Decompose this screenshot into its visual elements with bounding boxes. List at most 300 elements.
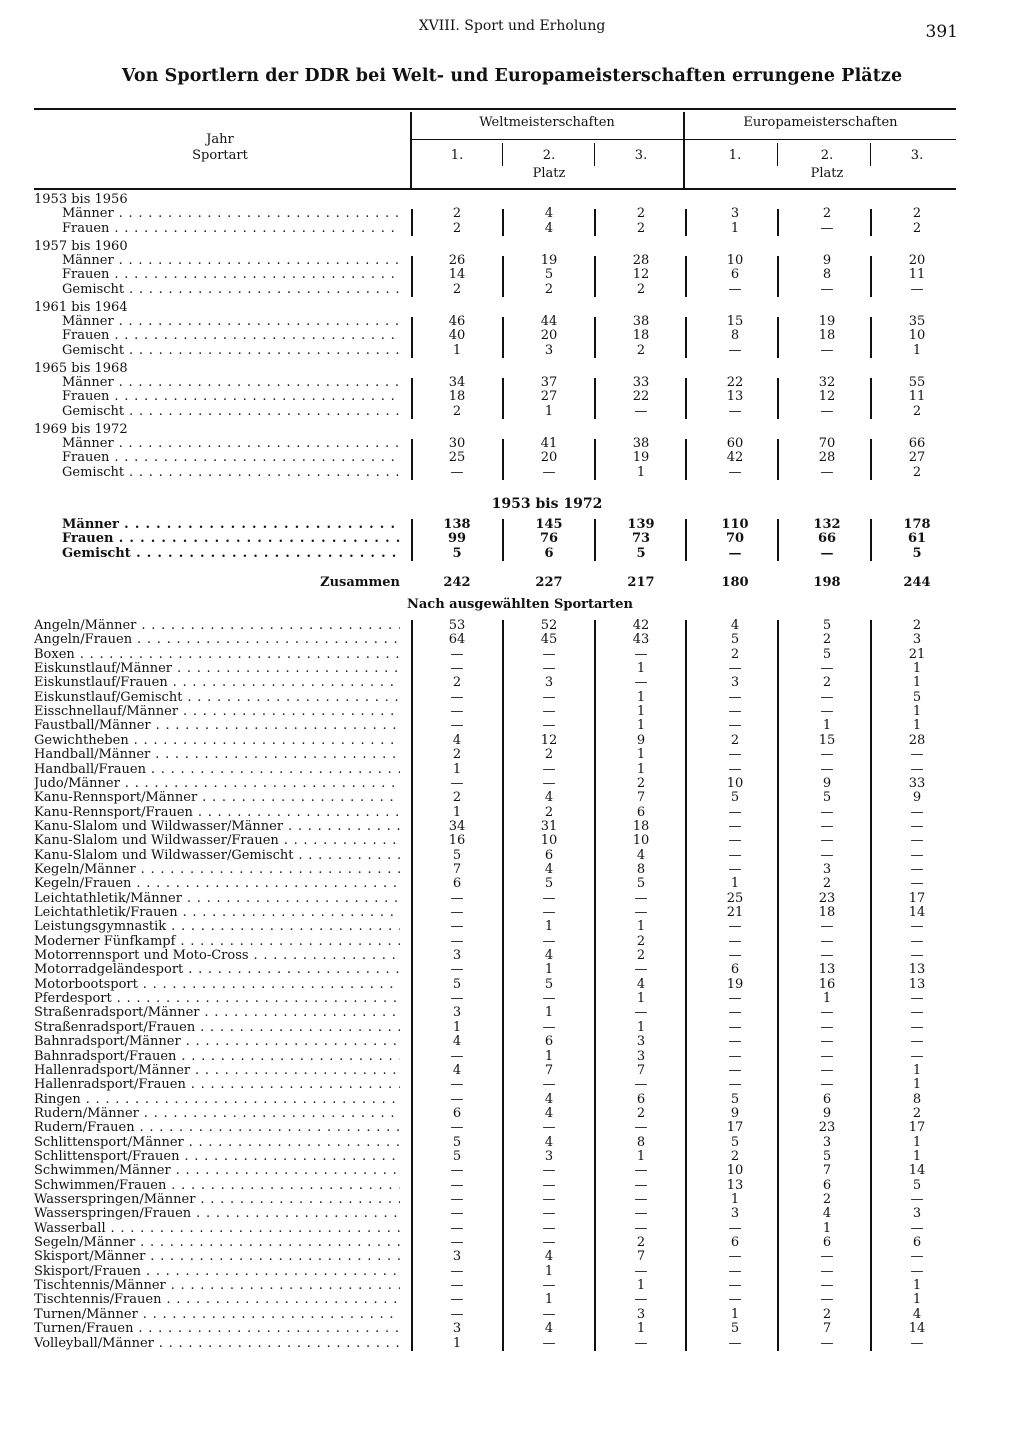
- sport-row-value: 4: [636, 976, 646, 992]
- sport-row-value: —: [728, 1263, 742, 1279]
- totals-heading: 1953 bis 1972: [491, 496, 603, 512]
- column-divider: [411, 519, 413, 561]
- sport-row-value: —: [820, 1278, 834, 1294]
- total-row-value: 139: [627, 517, 655, 532]
- period-row-value: 28: [818, 450, 836, 466]
- row-label: Gemischt . . .: [62, 466, 400, 480]
- sport-row-value: 5: [730, 1134, 740, 1150]
- column-divider: [685, 439, 687, 480]
- row-label: Turnen/Männer . . .: [34, 1308, 400, 1322]
- sport-row-value: 2: [544, 804, 554, 820]
- sport-row-value: 34: [448, 818, 466, 834]
- place-header: 2.: [820, 148, 834, 163]
- row-label: Kanu-Slalom und Wildwasser/Frauen . . .: [34, 834, 400, 848]
- column-divider: [870, 620, 872, 1351]
- sport-row-value: —: [450, 689, 464, 705]
- sport-row-value: —: [820, 1019, 834, 1035]
- period-row-value: 2: [452, 206, 462, 222]
- sport-row-value: 1: [912, 1148, 922, 1164]
- sport-row-value: 1: [544, 1048, 554, 1064]
- place-label-europe: Platz: [810, 166, 844, 181]
- total-row-value: 5: [452, 545, 462, 561]
- row-label: Frauen . . .: [62, 390, 400, 404]
- sport-row-value: —: [542, 1177, 556, 1193]
- sport-row-value: 5: [822, 646, 832, 662]
- period-row-value: 40: [448, 328, 466, 344]
- row-label: Hallenradsport/Frauen . . .: [34, 1078, 400, 1092]
- sport-row-value: 1: [636, 718, 646, 734]
- sport-row-value: 64: [448, 632, 466, 648]
- sport-row-value: 6: [822, 1091, 832, 1107]
- sport-row-value: 1: [912, 1077, 922, 1093]
- sport-row-value: 4: [636, 847, 646, 863]
- row-label: Schlittensport/Männer . . .: [34, 1136, 400, 1150]
- period-row-value: 2: [452, 220, 462, 236]
- sport-row-value: 5: [912, 1177, 922, 1193]
- sport-row-value: 9: [912, 790, 922, 806]
- sport-row-value: 5: [730, 1091, 740, 1107]
- sport-row-value: 2: [544, 747, 554, 763]
- period-row-value: 1: [544, 403, 554, 419]
- total-row-value: 5: [912, 545, 922, 561]
- sport-row-value: —: [450, 775, 464, 791]
- sport-row-value: 6: [636, 804, 646, 820]
- stub-header-sport: Sportart: [192, 148, 248, 163]
- sport-row-value: 4: [452, 732, 462, 748]
- column-divider: [411, 378, 413, 419]
- period-row-value: 2: [636, 281, 646, 297]
- row-label: Tischtennis/Männer . . .: [34, 1279, 400, 1293]
- row-label: Kegeln/Männer . . .: [34, 863, 400, 877]
- column-divider: [685, 256, 687, 297]
- sport-row-value: —: [542, 1235, 556, 1251]
- period-row-value: 27: [908, 450, 926, 466]
- sport-row-value: 16: [818, 976, 836, 992]
- sport-row-value: —: [450, 1235, 464, 1251]
- period-row-value: 20: [908, 253, 926, 268]
- column-divider: [594, 378, 596, 419]
- row-label: Motorrennsport und Moto-Cross . . .: [34, 949, 400, 963]
- period-row-value: —: [542, 464, 556, 480]
- grand-total-row-value: 198: [813, 575, 841, 590]
- sport-row-value: —: [542, 1206, 556, 1222]
- period-row-value: —: [910, 281, 924, 297]
- sport-row-value: 3: [452, 1249, 462, 1265]
- column-divider: [870, 317, 872, 358]
- sport-row-value: —: [910, 818, 924, 834]
- sport-row-value: 1: [636, 1148, 646, 1164]
- column-divider: [685, 378, 687, 419]
- period-row-value: 38: [632, 314, 650, 329]
- sport-row-value: 14: [908, 1163, 926, 1179]
- sport-row-value: —: [820, 1062, 834, 1078]
- sport-row-value: 14: [908, 905, 926, 920]
- column-divider: [777, 317, 779, 358]
- grand-total-row-value: 244: [903, 575, 931, 590]
- period-row-value: —: [820, 342, 834, 358]
- period-label: 1969 bis 1972: [34, 421, 128, 437]
- total-row-value: —: [820, 545, 834, 561]
- sports-heading: Nach ausgewählten Sportarten: [406, 597, 633, 612]
- sport-row-value: 2: [636, 1105, 646, 1121]
- sport-row-value: 1: [912, 704, 922, 720]
- sport-row-value: —: [820, 818, 834, 834]
- sport-row-value: 5: [822, 618, 832, 633]
- sport-row-value: 1: [730, 876, 740, 892]
- row-label: Handball/Männer . . .: [34, 748, 400, 762]
- row-label: Eiskunstlauf/Frauen . . .: [34, 676, 400, 690]
- sport-row-value: 6: [822, 1235, 832, 1251]
- sport-row-value: —: [542, 1077, 556, 1093]
- total-row-value: —: [728, 545, 742, 561]
- sport-row-value: —: [634, 1220, 648, 1236]
- sport-row-value: 9: [730, 1105, 740, 1121]
- period-row-value: 26: [448, 253, 466, 268]
- row-label: Leichtathletik/Frauen . . .: [34, 906, 400, 920]
- sport-row-value: 5: [822, 790, 832, 806]
- sport-row-value: 18: [818, 905, 836, 920]
- row-label: Kanu-Rennsport/Männer . . .: [34, 791, 400, 805]
- sport-row-value: —: [728, 919, 742, 935]
- row-label: Gemischt . . .: [62, 547, 400, 561]
- sport-row-value: —: [450, 933, 464, 949]
- sport-row-value: —: [634, 675, 648, 691]
- sport-row-value: 3: [544, 1148, 554, 1164]
- place-header: 3.: [910, 148, 924, 163]
- sport-row-value: —: [910, 804, 924, 820]
- column-divider: [502, 519, 504, 561]
- row-label: Leichtathletik/Männer . . .: [34, 892, 400, 906]
- sport-row-value: —: [820, 919, 834, 935]
- sport-row-value: 1: [636, 761, 646, 777]
- sport-row-value: 9: [636, 732, 646, 748]
- period-row-value: 2: [636, 206, 646, 222]
- sport-row-value: —: [728, 847, 742, 863]
- sport-row-value: —: [910, 1263, 924, 1279]
- sport-row-value: —: [728, 1062, 742, 1078]
- row-label: Angeln/Männer . . .: [34, 619, 400, 633]
- stub-header-year: Jahr: [206, 132, 234, 147]
- sport-row-value: 7: [452, 861, 462, 877]
- sport-row-value: 6: [730, 962, 740, 978]
- total-row-value: 6: [544, 545, 554, 561]
- sport-row-value: —: [634, 1263, 648, 1279]
- header-bottom-rule: [34, 188, 956, 190]
- sport-row-value: —: [450, 1192, 464, 1207]
- column-divider: [502, 620, 504, 1351]
- sport-row-value: —: [910, 1249, 924, 1265]
- sport-row-value: —: [728, 833, 742, 849]
- row-label: Straßenradsport/Frauen . . .: [34, 1021, 400, 1035]
- period-row-value: —: [820, 220, 834, 236]
- sport-row-value: 3: [912, 632, 922, 648]
- sport-row-value: 1: [822, 718, 832, 734]
- period-row-value: 20: [540, 328, 558, 344]
- sport-row-value: 1: [730, 1192, 740, 1207]
- sport-row-value: —: [910, 1335, 924, 1351]
- sport-row-value: 43: [632, 632, 650, 648]
- sport-row-value: 4: [452, 1062, 462, 1078]
- period-row-value: 4: [544, 206, 554, 222]
- period-row-value: 33: [632, 375, 650, 390]
- sport-row-value: —: [728, 933, 742, 949]
- period-row-value: 2: [822, 206, 832, 222]
- sport-row-value: 2: [452, 747, 462, 763]
- sport-row-value: 2: [730, 646, 740, 662]
- sport-row-value: 6: [912, 1235, 922, 1251]
- sport-row-value: —: [634, 962, 648, 978]
- row-label: Schlittensport/Frauen . . .: [34, 1150, 400, 1164]
- sport-row-value: —: [542, 1220, 556, 1236]
- period-row-value: 2: [636, 220, 646, 236]
- total-row-value: 70: [725, 531, 745, 547]
- row-label: Gewichtheben . . .: [34, 734, 400, 748]
- row-label: Turnen/Frauen . . .: [34, 1322, 400, 1336]
- sport-row-value: 2: [822, 632, 832, 648]
- sport-row-value: 2: [730, 1148, 740, 1164]
- sport-row-value: 3: [452, 1321, 462, 1337]
- sport-row-value: 42: [632, 618, 650, 633]
- sport-row-value: 7: [544, 1062, 554, 1078]
- sport-row-value: 7: [636, 1062, 646, 1078]
- period-row-value: 60: [726, 436, 744, 451]
- period-row-value: 32: [818, 375, 836, 390]
- period-row-value: 37: [540, 375, 558, 390]
- grand-total-row-value: 242: [443, 575, 471, 590]
- sport-row-value: 6: [544, 847, 554, 863]
- column-divider: [777, 256, 779, 297]
- row-label: Männer . . .: [62, 437, 400, 451]
- period-row-value: 1: [730, 220, 740, 236]
- row-label: Gemischt . . .: [62, 283, 400, 297]
- sport-row-value: 3: [636, 1048, 646, 1064]
- period-row-value: 46: [448, 314, 466, 329]
- sport-row-value: —: [542, 905, 556, 920]
- sport-row-value: —: [820, 1292, 834, 1308]
- column-divider: [502, 378, 504, 419]
- period-row-value: 8: [822, 267, 832, 283]
- row-label: Faustball/Männer . . .: [34, 719, 400, 733]
- sport-row-value: 16: [448, 833, 466, 849]
- sport-row-value: —: [450, 1120, 464, 1136]
- sport-row-value: 2: [912, 618, 922, 633]
- column-divider: [502, 209, 504, 236]
- sport-row-value: —: [542, 1278, 556, 1294]
- sport-row-value: —: [450, 661, 464, 677]
- sport-row-value: —: [634, 1192, 648, 1207]
- sport-row-value: —: [450, 1206, 464, 1222]
- sport-row-value: —: [542, 991, 556, 1007]
- row-label: Männer . . .: [62, 315, 400, 329]
- period-row-value: 2: [636, 342, 646, 358]
- sport-row-value: —: [910, 761, 924, 777]
- period-row-value: 1: [912, 342, 922, 358]
- period-row-value: —: [634, 403, 648, 419]
- grand-total-label: Zusammen: [320, 575, 400, 590]
- period-row-value: —: [820, 281, 834, 297]
- row-label: Männer . . .: [62, 376, 400, 390]
- period-row-value: 18: [632, 328, 650, 344]
- sport-row-value: —: [450, 1091, 464, 1107]
- sport-row-value: 4: [544, 1134, 554, 1150]
- sport-row-value: 6: [822, 1177, 832, 1193]
- sport-row-value: —: [450, 890, 464, 906]
- sport-row-value: —: [820, 1335, 834, 1351]
- row-label: Frauen . . .: [62, 532, 400, 546]
- row-label: Wasserspringen/Männer . . .: [34, 1193, 400, 1207]
- total-row-value: 66: [817, 531, 837, 547]
- sport-row-value: —: [634, 1077, 648, 1093]
- sport-row-value: 2: [730, 732, 740, 748]
- place-header: 2.: [542, 148, 556, 163]
- total-row-value: 178: [903, 517, 931, 532]
- total-row-value: 132: [813, 517, 841, 532]
- sport-row-value: 4: [544, 1091, 554, 1107]
- period-row-value: 28: [632, 253, 650, 268]
- sport-row-value: 1: [452, 804, 462, 820]
- sport-row-value: —: [910, 1048, 924, 1064]
- period-row-value: 20: [540, 450, 558, 466]
- grand-total-row-value: 227: [535, 575, 563, 590]
- row-label: Frauen . . .: [62, 329, 400, 343]
- sport-row-value: 6: [452, 876, 462, 892]
- sport-row-value: 3: [730, 1206, 740, 1222]
- sport-row-value: —: [728, 1335, 742, 1351]
- sport-row-value: —: [542, 718, 556, 734]
- sport-row-value: 2: [636, 933, 646, 949]
- sport-row-value: 8: [912, 1091, 922, 1107]
- period-row-value: 2: [544, 281, 554, 297]
- group-header-europe: Europameisterschaften: [743, 115, 898, 130]
- sport-row-value: 1: [544, 962, 554, 978]
- sport-row-value: —: [634, 1163, 648, 1179]
- period-row-value: 19: [632, 450, 650, 466]
- sport-row-value: 4: [544, 790, 554, 806]
- sport-row-value: 4: [544, 861, 554, 877]
- period-row-value: 11: [908, 267, 926, 283]
- sport-row-value: —: [728, 1278, 742, 1294]
- sport-row-value: —: [820, 1249, 834, 1265]
- sport-row-value: —: [728, 1249, 742, 1265]
- sport-row-value: 5: [912, 689, 922, 705]
- sport-row-value: 7: [822, 1321, 832, 1337]
- sport-row-value: —: [542, 661, 556, 677]
- period-label: 1957 bis 1960: [34, 238, 128, 254]
- row-label: Gemischt . . .: [62, 344, 400, 358]
- sport-row-value: 7: [636, 1249, 646, 1265]
- sport-row-value: 1: [636, 689, 646, 705]
- period-row-value: 3: [544, 342, 554, 358]
- sport-row-value: 2: [452, 675, 462, 691]
- group-header-world: Weltmeisterschaften: [479, 115, 615, 130]
- sport-row-value: —: [542, 1120, 556, 1136]
- sport-row-value: 5: [544, 876, 554, 892]
- sport-row-value: 4: [544, 1105, 554, 1121]
- row-label: Wasserball . . .: [34, 1222, 400, 1236]
- column-divider: [870, 439, 872, 480]
- sport-row-value: 7: [822, 1163, 832, 1179]
- period-row-value: 2: [912, 220, 922, 236]
- period-row-value: —: [820, 464, 834, 480]
- sport-row-value: 8: [636, 1134, 646, 1150]
- sport-row-value: 13: [726, 1177, 744, 1193]
- sport-row-value: 1: [452, 761, 462, 777]
- sport-row-value: —: [820, 1034, 834, 1050]
- sport-row-value: 12: [540, 732, 558, 748]
- sport-row-value: 1: [636, 991, 646, 1007]
- sport-row-value: 5: [822, 1148, 832, 1164]
- period-row-value: 55: [908, 375, 926, 390]
- row-label: Männer . . .: [62, 207, 400, 221]
- header-divider: [502, 143, 503, 166]
- sport-row-value: 4: [544, 1321, 554, 1337]
- sport-row-value: 21: [908, 646, 926, 662]
- period-row-value: —: [450, 464, 464, 480]
- period-row-value: 27: [540, 389, 558, 405]
- row-label: Leistungsgymnastik . . .: [34, 920, 400, 934]
- sport-row-value: —: [450, 1306, 464, 1322]
- sport-row-value: 2: [822, 675, 832, 691]
- sport-row-value: 9: [822, 1105, 832, 1121]
- place-header: 3.: [634, 148, 648, 163]
- sport-row-value: 2: [636, 1235, 646, 1251]
- column-divider: [685, 209, 687, 236]
- period-row-value: —: [728, 281, 742, 297]
- table-title: Von Sportlern der DDR bei Welt- und Europameisterschaften errungene Plätze: [121, 66, 903, 86]
- sport-row-value: 3: [544, 675, 554, 691]
- sport-row-value: 14: [908, 1321, 926, 1337]
- period-row-value: 19: [818, 314, 836, 329]
- sport-row-value: 53: [448, 618, 466, 633]
- grand-total-row-value: 180: [721, 575, 749, 590]
- sport-row-value: —: [450, 962, 464, 978]
- sport-row-value: —: [450, 991, 464, 1007]
- sport-row-value: —: [910, 933, 924, 949]
- sport-row-value: —: [820, 948, 834, 964]
- period-row-value: 10: [726, 253, 744, 268]
- grand-total-row-value: 217: [627, 575, 655, 590]
- header-divider: [594, 143, 595, 166]
- column-divider: [685, 519, 687, 561]
- column-divider: [870, 519, 872, 561]
- sport-row-value: —: [542, 646, 556, 662]
- row-label: Schwimmen/Frauen . . .: [34, 1179, 400, 1193]
- sport-row-value: 3: [912, 1206, 922, 1222]
- sport-row-value: —: [820, 804, 834, 820]
- sport-row-value: —: [542, 761, 556, 777]
- sport-row-value: —: [728, 1019, 742, 1035]
- sport-row-value: —: [728, 948, 742, 964]
- sport-row-value: —: [910, 833, 924, 849]
- chapter-header: XVIII. Sport und Erholung: [418, 18, 606, 34]
- period-label: 1961 bis 1964: [34, 299, 128, 315]
- row-label: Männer . . .: [62, 254, 400, 268]
- column-divider: [411, 256, 413, 297]
- row-label: Kanu-Rennsport/Frauen . . .: [34, 806, 400, 820]
- sport-row-value: —: [910, 747, 924, 763]
- sport-row-value: 13: [818, 962, 836, 978]
- period-label: 1965 bis 1968: [34, 360, 128, 376]
- sport-row-value: —: [910, 1220, 924, 1236]
- sport-row-value: —: [910, 876, 924, 892]
- sport-row-value: —: [910, 1005, 924, 1021]
- sport-row-value: 5: [452, 1134, 462, 1150]
- sport-row-value: 23: [818, 890, 836, 906]
- sport-row-value: —: [820, 1263, 834, 1279]
- period-row-value: 8: [730, 328, 740, 344]
- sport-row-value: 5: [730, 632, 740, 648]
- sport-row-value: —: [450, 1077, 464, 1093]
